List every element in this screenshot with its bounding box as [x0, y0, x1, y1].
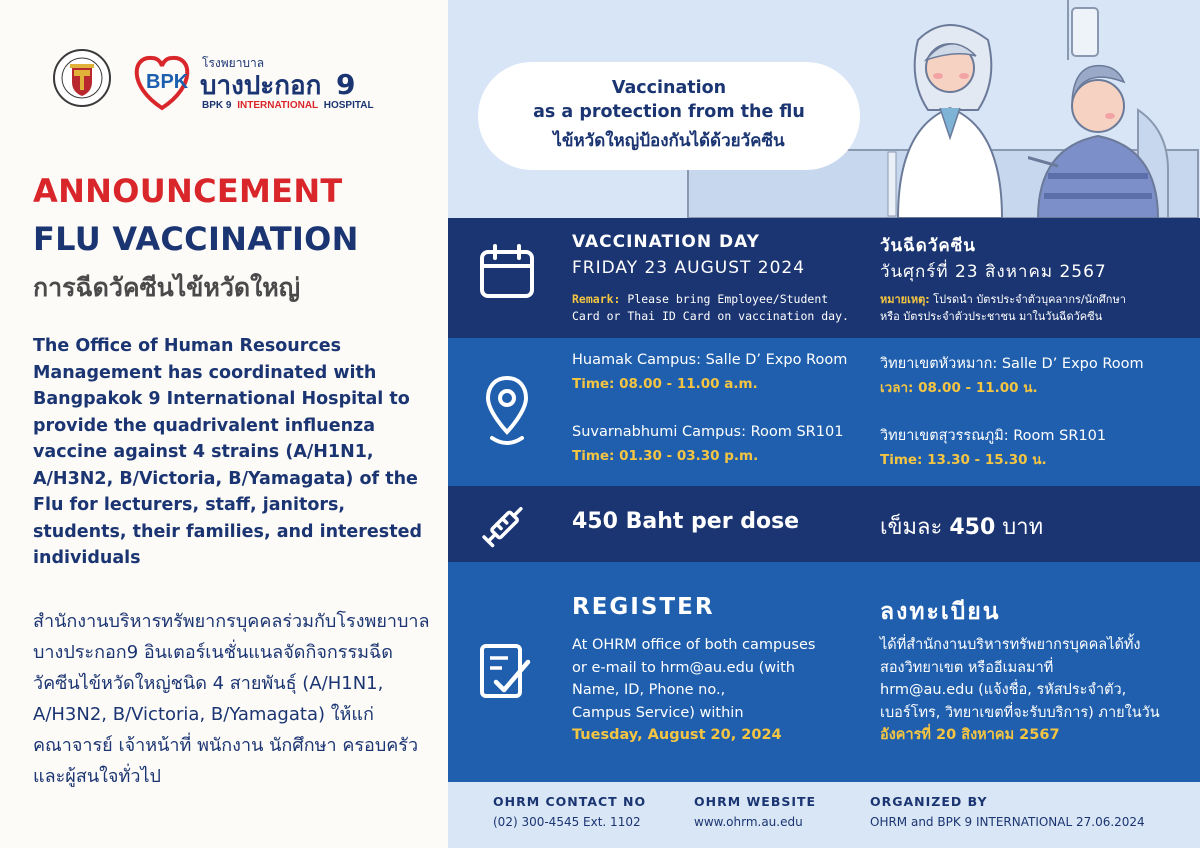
bubble-line-2: as a protection from the flu	[533, 102, 805, 122]
register-deadline-en: Tuesday, August 20, 2024	[572, 727, 782, 743]
thai-description: สำนักงานบริหารทรัพยากรบุคคลร่วมกับโรงพยาบาลบางประกอก9 อินเตอร์เนชั่นแนลจัดกิจกรรมฉีดวัคซีนไข้หวัดใหญ่ชนิด 4 สายพันธุ์ (A/H1N1, A/H3N2, B/Victoria, B/Yamagata) ให้แก่คณาจารย์ เจ้าหน้าที่ พนักงาน นักศึกษา ครอบครัวและผู้สนใจทั่วไป	[33, 611, 430, 787]
register-heading-en: REGISTER	[572, 594, 715, 620]
suvarnabhumi-location-en: Suvarnabhumi Campus: Room SR101	[572, 424, 844, 440]
register-band	[448, 562, 1200, 782]
organizer-value: OHRM and BPK 9 INTERNATIONAL 27.06.2024	[870, 815, 1145, 829]
suvarnabhumi-time-en: Time: 01.30 - 03.30 p.m.	[572, 448, 759, 464]
huamak-time-en: Time: 08.00 - 11.00 a.m.	[572, 376, 758, 392]
bpk-mark: BPK	[146, 71, 189, 93]
vaccination-day-heading-th: วันฉีดวัคซีน	[880, 236, 976, 256]
remark-th: หมายเหตุ: โปรดนำ บัตรประจำตัวบุคลากร/นักศึกษา หรือ บัตรประจำตัวประชาชน มาในวันฉีดวัคซีน	[880, 293, 1126, 323]
contact-phone: (02) 300-4545 Ext. 1102	[493, 815, 641, 829]
english-description: The Office of Human Resources Management has coordinated with Bangpakok 9 International Hospital to provide the quadrivalent influenza vaccine against 4 strains (A/H1N1, A/H3N2, B/Victoria, B/Yamagata) of the Flu for lecturers, staff, janitors, students, their families, and interested individuals	[33, 336, 422, 568]
register-deadline-th: อังคารที่ 20 สิงหาคม 2567	[880, 727, 1060, 743]
svg-text:BPK 9 INTERNATIONAL: BPK 9 INTERNATIONAL HOSPITAL	[202, 100, 374, 111]
suvarnabhumi-location-th: วิทยาเขตสุวรรณภูมิ: Room SR101	[880, 428, 1107, 444]
website-block: OHRM WEBSITE www.ohrm.au.edu	[694, 794, 817, 829]
thai-title: การฉีดวัคซีนไข้หวัดใหญ่	[33, 273, 301, 302]
vaccination-date-en: FRIDAY 23 AUGUST 2024	[572, 258, 806, 278]
price-band	[448, 486, 1200, 562]
hero-illustration	[448, 0, 1200, 218]
vaccination-day-heading-en: VACCINATION DAY	[572, 232, 760, 252]
svg-text:9: 9	[336, 68, 356, 101]
patient-illustration	[1028, 56, 1168, 218]
register-heading-th: ลงทะเบียน	[880, 599, 1001, 625]
calendar-icon	[478, 244, 536, 300]
university-seal-icon	[52, 48, 112, 110]
huamak-location-th: วิทยาเขตหัวหมาก: Salle D’ Expo Room	[880, 356, 1144, 372]
register-body-en: At OHRM office of both campuses or e-mail to hrm@au.edu (with Name, ID, Phone no., Campus Service) within Tuesday, August 20, 2024	[572, 634, 815, 747]
organizer-block: ORGANIZED BY OHRM and BPK 9 INTERNATIONAL 27.06.2024	[870, 794, 1145, 829]
svg-text:บางปะกอก: บางปะกอก	[200, 71, 322, 101]
checklist-icon	[478, 642, 534, 702]
bubble-line-3: ไข้หวัดใหญ่ป้องกันได้ด้วยวัคซีน	[553, 131, 785, 151]
website-link[interactable]: www.ohrm.au.edu	[694, 815, 803, 829]
huamak-location-en: Huamak Campus: Salle D’ Expo Room	[572, 352, 848, 368]
announcement-heading: ANNOUNCEMENT	[33, 172, 343, 210]
huamak-time-th: เวลา: 08.00 - 11.00 น.	[880, 380, 1038, 396]
speech-bubble	[478, 62, 860, 170]
footer	[448, 782, 1200, 848]
right-panel	[448, 0, 1200, 848]
price-th: เข็มละ 450 บาท	[880, 515, 1044, 540]
location-pin-icon	[484, 374, 530, 448]
svg-text:โรงพยาบาล: โรงพยาบาล	[202, 56, 265, 70]
left-panel	[0, 0, 448, 848]
doctor-illustration	[888, 20, 1018, 218]
remark-en: Remark: Please bring Employee/Student Card or Thai ID Card on vaccination day.	[572, 292, 849, 323]
vaccination-day-band	[448, 218, 1200, 338]
register-body-th: ได้ที่สำนักงานบริหารทรัพยากรบุคคลได้ทั้ง สองวิทยาเขต หรืออีเมลมาที่ hrm@au.edu (แจ้งชื่อ, รหัสประจำตัว, เบอร์โทร, วิทยาเขตที่จะรับบริการ) ภายในวัน อังคารที่ 20 สิงหาคม 2567	[880, 634, 1160, 747]
bubble-line-1: Vaccination	[611, 78, 727, 98]
syringe-icon	[478, 498, 534, 552]
locations-band	[448, 338, 1200, 486]
price-en: 450 Baht per dose	[572, 509, 800, 534]
flu-vaccination-heading: FLU VACCINATION	[33, 220, 359, 258]
bpk-hospital-logo	[132, 52, 382, 112]
contact-block: OHRM CONTACT NO (02) 300-4545 Ext. 1102	[493, 794, 647, 829]
suvarnabhumi-time-th: Time: 13.30 - 15.30 น.	[880, 452, 1047, 468]
vaccination-date-th: วันศุกร์ที่ 23 สิงหาคม 2567	[880, 262, 1107, 282]
